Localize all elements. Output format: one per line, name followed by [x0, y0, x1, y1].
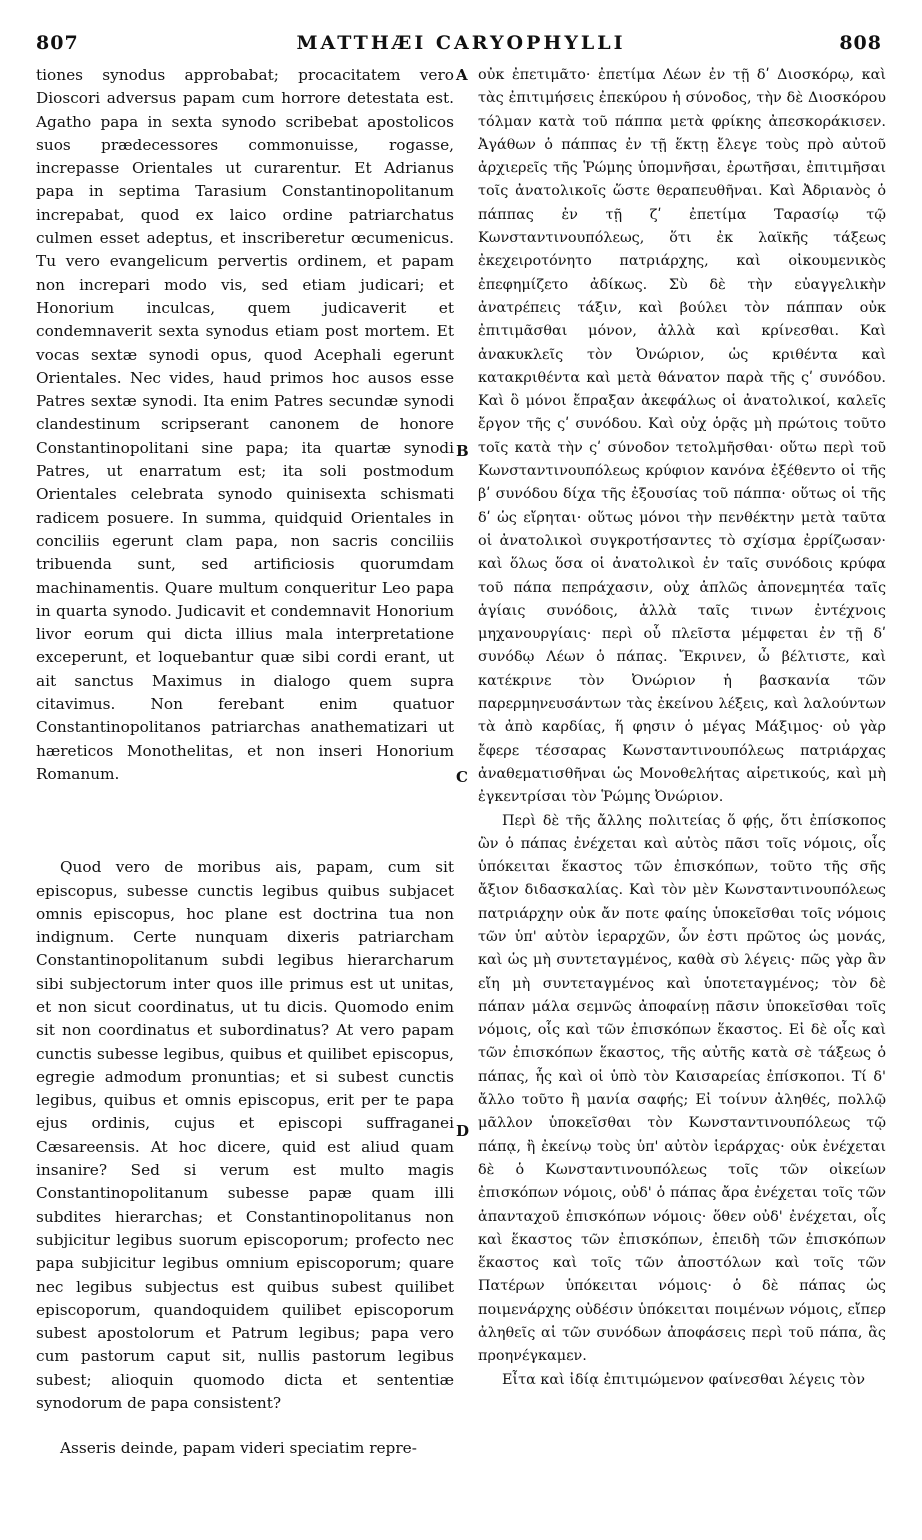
- latin-paragraph-3: Asseris deinde, papam videri speciatim repre-: [60, 1439, 417, 1458]
- latin-paragraph-2: Quod vero de moribus ais, papam, cum sit episcopus, subesse cunctis legibus quibus subjacet omnis episcopus, hoc plane est doctrina tua non indignum. Certe nunquam dixeris patriarcham Constantinopolitanum subdi legibus hierarcharum sibi subjectorum inter quos ille primus est ut unitas, et non sicut coordinatus, ut tu dicis. Quomodo enim sit non coordinatus et subordinatus? At vero papam cunctis subesse legibus, quibus et quilibet episcopus, egregie admodum pronuntias; et si subest cunctis legibus, quibus et omnis episcopus, erit per te papa ejus ordinis, cujus et episcopi suffraganei Cæsareensis. At hoc dicere, quid est aliud quam insanire? Sed si verum est multo magis Constantinopolitanum subesse papæ quam illi subdites hierarchas; et Constantinopolitanus non subjicitur legibus suorum episcoporum; profecto nec papa subjicitur legibus omnium episcoporum; quare nec legibus subjectus est quibus subest quilibet episcoporum, quandoquidem quilibet episcoporum subest apostolorum et Patrum legibus; papa vero cum pastorum caput sit, nullis pastorum legibus subest; alioquin quomodo dicta et sententiæ synodorum de papa consistent?: [36, 858, 454, 1413]
- latin-paragraph-1: tiones synodus approbabat; procacitatem vero Dioscori adversus papam cum horrore detestata est. Agatho papa in sexta synodo scribebat apostolicos suos prædecessores commonuisse, rogasse, increpasse Orientales ut curarentur. Et Adrianus papa in septima Tarasium Constantinopolitanum increpabat, quod ex laico ordine patriarchatus culmen esset adeptus, et inscriberetur œcumenicus. Tu vero evangelicum pervertis ordinem, et papam non increpari modo vis, sed etiam judicari; et Honorium inculcas, quem judicaverit et condemnaverit sexta synodus etiam post mortem. Et vocas sextæ synodi opus, quod Acephali egerunt Orientales. Nec vides, haud primos hoc ausos esse Patres sextæ synodi. Ita enim Patres secundæ synodi clandestinum scripserant canonem de honore Constantinopolitani sine papa; ita quartæ synodi Patres, ut enarratum est; ita soli postmodum Orientales celebrata synodo quinisexta schismati radicem posuere. In summa, quidquid Orientales in conciliis egerunt clam papa, non sacris conciliis tribuenda sunt, sed artificiosis quorumdam machinamentis. Quare multum conqueritur Leo papa in quarta synodo. Judicavit et condemnavit Honorium livor eorum qui dicta illius mala interpretatione exceperunt, et loquebantur quæ sibi cordi erant, ut ait sanctus Maximus in dialogo quem supra citavimus. Non ferebant enim quatuor Constantinopolitanos patriarchas anathematizari ut hæreticos Monothelitas, et non inseri Honorium Romanum.: [36, 66, 454, 783]
- greek-paragraph-3: Εἶτα καὶ ἰδίᾳ ἐπιτιμώμενον φαίνεσθαι λέγεις τὸν: [502, 1371, 865, 1388]
- margin-marker-b: B: [456, 442, 469, 460]
- margin-marker-d: D: [456, 1122, 470, 1140]
- latin-column: [36, 64, 454, 1461]
- greek-paragraph-1: οὐκ ἐπετιμᾶτο· ἐπετίμα Λέων ἐν τῇ δʹ Διοσκόρῳ, καὶ τὰς ἐπιτιμήσεις ἐπεκύρου ἡ σύνοδος, τὴν δὲ Διοσκόρου τόλμαν κατὰ τοῦ πάππα μετὰ φρίκης ἀπεσκοράκισεν. Ἀγάθων ὁ πάππας ἐν τῇ ἕκτῃ ἔλεγε τοὺς πρὸ αὐτοῦ ἀρχιερεῖς τῆς Ῥώμης ὑπομνῆσαι, ἐρωτῆσαι, ἐπιτιμῆσαι τοῖς ἀνατολικοῖς ὥστε θεραπευθῆναι. Καὶ Ἀδριανὸς ὁ πάππας ἐν τῇ ζʹ ἐπετίμα Ταρασίῳ τῷ Κωνσταντινουπόλεως, ὅτι ἐκ λαϊκῆς τάξεως ἐκεχειροτόνητο πατριάρχης, καὶ οἰκουμενικὸς ἐπεφημίζετο ἀδίκως. Σὺ δὲ τὴν εὐαγγελικὴν ἀνατρέπεις τάξιν, καὶ βούλει τὸν πάππαν οὐκ ἐπιτιμᾶσθαι μόνον, ἀλλὰ καὶ κρίνεσθαι. Καὶ ἀνακυκλεῖς τὸν Ὀνώριον, ὡς κριθέντα καὶ κατακριθέντα καὶ μετὰ θάνατον παρὰ τῆς ςʹ συνόδου. Καὶ ὃ μόνοι ἔπραξαν ἀκεφάλως οἱ ἀνατολικοί, καλεῖς ἔργον τῆς ςʹ συνόδου. Καὶ οὐχ ὁρᾷς μὴ πρώτοις τοῦτο τοῖς κατὰ τὴν ςʹ σύνοδον τετολμῆσθαι· οὕτω περὶ τοῦ Κωνσταντινουπόλεως κρύφιον κανόνα ἐξέθεντο οἱ τῆς βʹ συνόδου δίχα τῆς ἐξουσίας τοῦ πάππα· οὕτως οἱ τῆς δʹ ὡς εἴρηται· οὕτως μόνοι τὴν πενθέκτην μετὰ ταῦτα οἱ ἀνατολικοὶ συγκροτήσαντες τὸ σχίσμα ἐρρίζωσαν· καὶ ὅλως ὅσα οἱ ἀνατολικοὶ ἐν ταῖς συνόδοις κρύφα τοῦ πάπα πεπράχασιν, οὐχ ἁπλῶς ἀπονεμητέα ταῖς ἁγίαις συνόδοις, ἀλλὰ ταῖς τινων ἐντέχνοις μηχανουργίαις· περὶ οὗ πλεῖστα μέμφεται ἐν τῇ δʹ συνόδῳ Λέων ὁ πάπας. Ἔκρινεν, ὦ βέλτιστε, καὶ κατέκρινε τὸν Ὀνώριον ἡ βασκανία τῶν παρερμηνευσάντων τὰς ἐκείνου λέξεις, καὶ λαλούντων τὰ ἀπὸ καρδίας, ἥ φησιν ὁ μέγας Μάξιμος· οὐ γὰρ ἔφερε τέσσαρας Κωνσταντινουπόλεως πατριάρχας ἀναθεματισθῆναι ὡς Μονοθελήτας αἱρετικούς, καὶ μὴ ἐγκεντρίσαι τὸν Ῥώμης Ὀνώριον.: [478, 67, 886, 806]
- right-page-number: 808: [839, 32, 882, 54]
- running-title: MATTHÆI CARYOPHYLLI: [296, 32, 626, 54]
- margin-marker-a: A: [456, 66, 468, 84]
- margin-marker-c: C: [456, 768, 468, 786]
- greek-column: [478, 64, 886, 1392]
- greek-paragraph-2: Περὶ δὲ τῆς ἄλλης πολιτείας ὅ φῄς, ὅτι ἐπίσκοπος ὢν ὁ πάπας ἐνέχεται καὶ αὐτὸς πᾶσι τοῖς νόμοις, οἷς ὑπόκειται ἕκαστος τῶν ἐπισκόπων, τοῦτο τῆς σῆς ἄξιον διδασκαλίας. Καὶ τὸν μὲν Κωνσταντινουπόλεως πατριάρχην οὐκ ἄν ποτε φαίης ὑποκεῖσθαι τοῖς νόμοις τῶν ὑπ' αὐτὸν ἱεραρχῶν, ὧν ἐστι πρῶτος ὡς μονάς, καὶ ὡς μὴ συντεταγμένος, καθὰ σὺ λέγεις· πῶς γὰρ ἂν εἴη μὴ συντεταγμένος καὶ ὑποτεταγμένος; τὸν δὲ πάπαν μάλα σεμνῶς ἀποφαίνῃ πᾶσιν ὑποκεῖσθαι τοῖς νόμοις, οἷς καὶ τῶν ἐπισκόπων ἕκαστος. Εἰ δὲ οἷς καὶ τῶν ἐπισκόπων ἕκαστος, τῆς αὐτῆς κατὰ σὲ τάξεως ὁ πάπας, ἧς καὶ οἱ ὑπὸ τὸν Καισαρείας ἐπίσκοποι. Τί δ' ἄλλο τοῦτο ἢ μανία σαφής; Εἰ τοίνυν ἀληθές, πολλῷ μᾶλλον ὑποκεῖσθαι τὸν Κωνσταντινουπόλεως τῷ πάπᾳ, ἢ ἐκείνῳ τοὺς ὑπ' αὐτὸν ἱεράρχας· οὐκ ἐνέχεται δὲ ὁ Κωνσταντινουπόλεως τοῖς τῶν οἰκείων ἐπισκόπων νόμοις, οὐδ' ὁ πάπας ἄρα ἐνέχεται τοῖς τῶν ἁπανταχοῦ ἐπισκόπων νόμοις· ὅθεν οὐδ' ἐνέχεται, οἷς καὶ ἕκαστος τῶν ἐπισκόπων, ἐπειδὴ τῶν ἐπισκόπων ἕκαστος καὶ τοῖς τῶν ἀποστόλων καὶ τοῖς τῶν Πατέρων ὑπόκειται νόμοις· ὁ δὲ πάπας ὡς ποιμενάρχης οὐδέσιν ὑπόκειται ποιμένων νόμοις, εἴπερ ἀληθεῖς αἱ τῶν συνόδων ἀποφάσεις περὶ τοῦ πάπα, ἃς προηνέγκαμεν.: [478, 812, 886, 1365]
- left-page-number: 807: [36, 32, 79, 54]
